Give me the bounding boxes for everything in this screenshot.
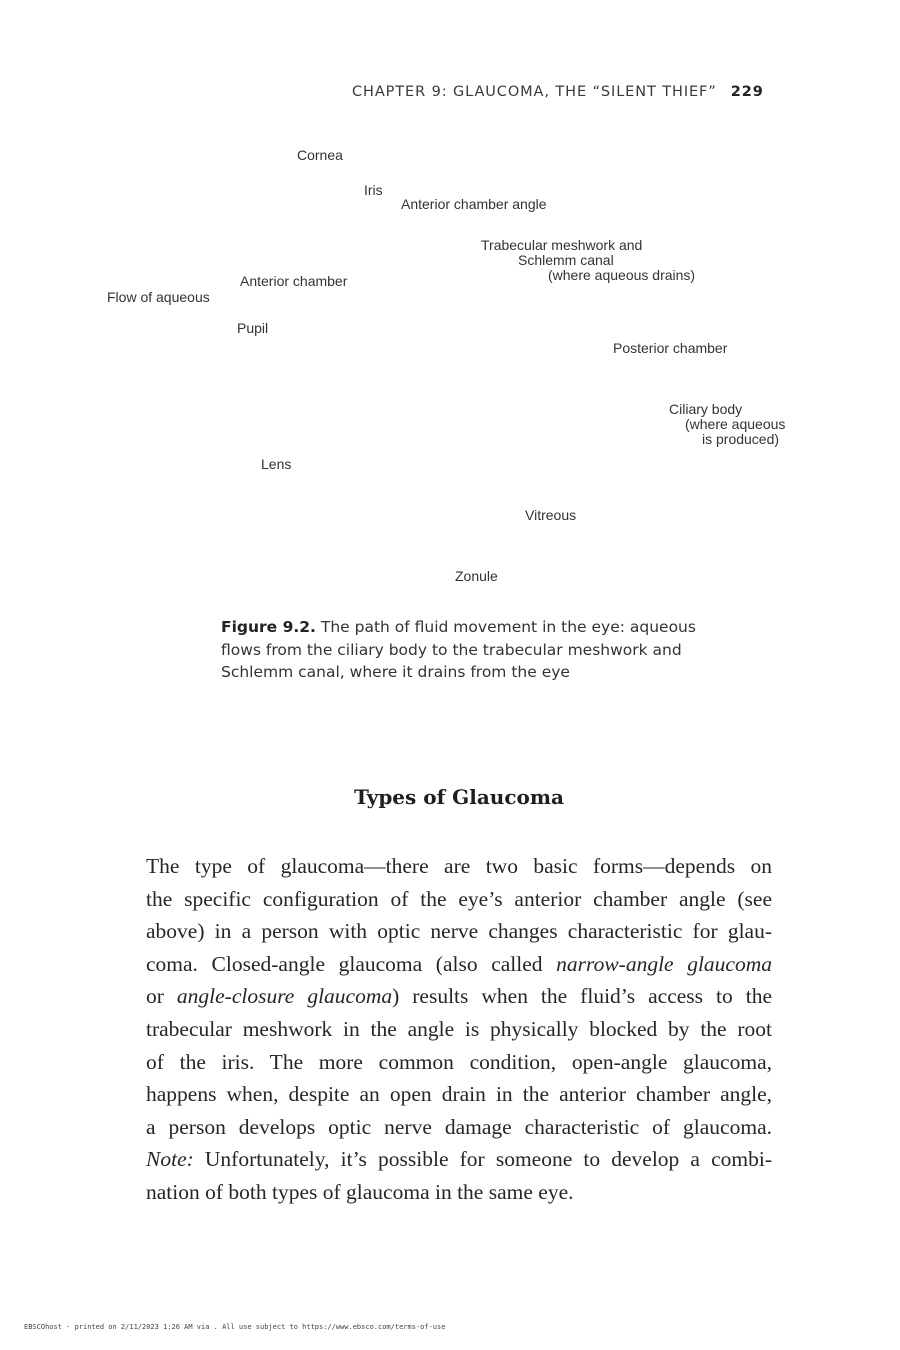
text-line: Note: Unfortunately, it’s possible for someone to develop a combi- <box>146 1147 772 1172</box>
text-line: of the iris. The more common condition, open-angle glaucoma, <box>146 1049 772 1074</box>
text-line: coma. Closed-angle glaucoma (also called narrow-angle glaucoma <box>146 951 772 976</box>
text-line: or angle-closure glaucoma) results when the fluid’s access to the <box>146 984 772 1009</box>
print-footer: EBSCOhost - printed on 2/11/2023 1:26 AM via . All use subject to https://www.ebsco.com/terms-of-use <box>24 1323 446 1331</box>
figure-number: Figure 9.2. <box>221 618 316 636</box>
label-anterior-chamber: Anterior chamber <box>240 273 348 289</box>
label-ciliary-body: Ciliary body (where aqueous is produced) <box>669 401 786 447</box>
running-header <box>352 84 772 106</box>
label-cornea: Cornea <box>297 147 343 163</box>
text-line: the specific configuration of the eye’s anterior chamber angle (see <box>146 886 772 911</box>
text-line: The type of glaucoma—there are two basic forms—depends on <box>146 854 772 878</box>
label-flow-of-aqueous: Flow of aqueous <box>107 289 210 305</box>
text-line: nation of both types of glaucoma in the same eye. <box>146 1179 574 1204</box>
label-vitreous: Vitreous <box>525 507 577 523</box>
note-label: Note: <box>146 1147 194 1172</box>
running-title: CHAPTER 9: GLAUCOMA, THE “SILENT THIEF” <box>352 84 717 100</box>
text-line: a person develops optic nerve damage characteristic of glaucoma. <box>146 1114 772 1139</box>
italic-term: angle-closure glaucoma <box>176 984 393 1009</box>
label-anterior-chamber-angle: Anterior chamber angle <box>401 196 547 212</box>
figure-caption <box>221 616 721 684</box>
label-pupil: Pupil <box>237 320 269 336</box>
body-paragraph <box>146 850 772 1209</box>
label-posterior-chamber: Posterior chamber <box>613 340 728 356</box>
text-line: happens when, despite an open drain in the anterior chamber angle, <box>146 1082 772 1107</box>
text-line: trabecular meshwork in the angle is physically blocked by the root <box>146 1016 772 1041</box>
italic-term: narrow-angle glaucoma <box>556 951 772 976</box>
label-trabecular-meshwork: Trabecular meshwork and Schlemm canal (where aqueous drains) <box>481 237 696 283</box>
label-iris: Iris <box>364 182 383 198</box>
section-heading: Types of Glaucoma <box>354 785 564 809</box>
caption-text: The path of fluid movement in the eye: aqueous flows from the ciliary body to the trabecular meshwork and Schlemm canal, where it drains from the eye <box>221 618 696 681</box>
label-lens: Lens <box>261 456 292 472</box>
label-zonule: Zonule <box>455 568 498 584</box>
text-line: above) in a person with optic nerve changes characteristic for glau- <box>146 919 772 944</box>
page-number: 229 <box>730 84 764 100</box>
